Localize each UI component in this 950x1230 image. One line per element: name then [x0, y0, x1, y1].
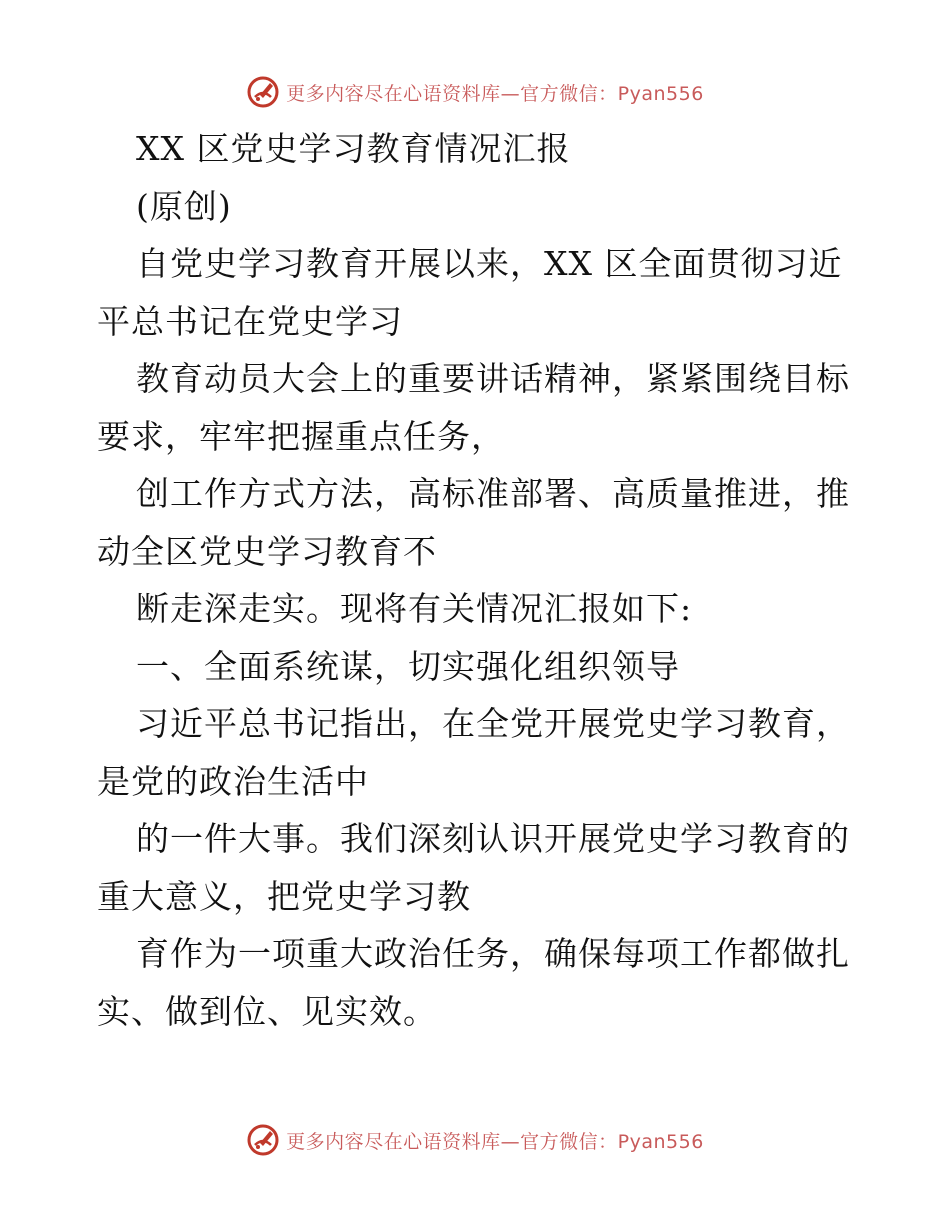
header-banner — [0, 72, 950, 112]
footer-banner-text: 更多内容尽在心语资料库—官方微信：Pyan556 — [286, 1130, 704, 1153]
document-line: (原创) — [136, 186, 232, 226]
document-line: 习近平总书记指出，在全党开展党史学习教育， — [136, 704, 850, 743]
document-title: XX 区党史学习教育情况汇报 — [136, 129, 571, 168]
document-line: 重大意义，把党史学习教 — [97, 876, 471, 916]
document-line: 动全区党史学习教育不 — [97, 531, 437, 571]
book-pen-logo-icon — [246, 75, 280, 109]
document-body — [97, 120, 857, 1040]
document-line: 创工作方式方法，高标准部署、高质量推进，推 — [136, 474, 850, 513]
document-line: 要求，牢牢把握重点任务， — [97, 416, 505, 456]
document-line: 实、做到位、见实效。 — [97, 991, 437, 1031]
document-line: 断走深走实。现将有关情况汇报如下: — [136, 589, 693, 628]
document-line: 育作为一项重大政治任务，确保每项工作都做扎 — [136, 934, 850, 973]
document-line: 是党的政治生活中 — [97, 761, 369, 801]
header-banner-text: 更多内容尽在心语资料库—官方微信：Pyan556 — [286, 82, 704, 105]
document-line: 教育动员大会上的重要讲话精神，紧紧围绕目标 — [136, 359, 850, 398]
document-line: 的一件大事。我们深刻认识开展党史学习教育的 — [136, 819, 850, 858]
document-line: 一、全面系统谋，切实强化组织领导 — [136, 646, 680, 686]
document-line: 自党史学习教育开展以来，XX 区全面贯彻习近 — [136, 244, 843, 283]
document-line: 平总书记在党史学习 — [97, 301, 403, 341]
book-pen-logo-icon — [246, 1123, 280, 1157]
footer-banner — [0, 1120, 950, 1160]
